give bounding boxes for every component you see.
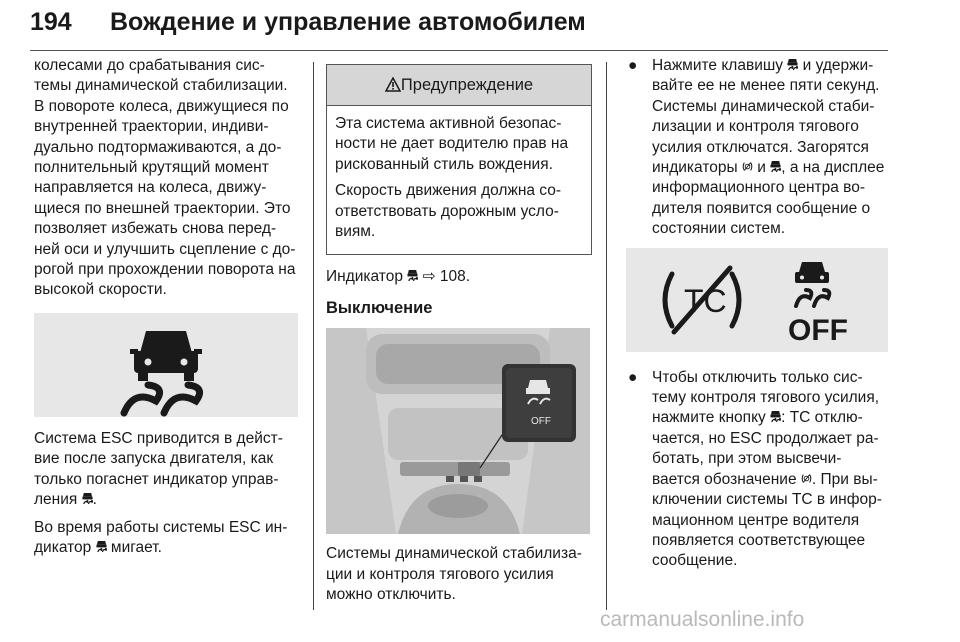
warning-box xyxy=(326,64,592,255)
list-item xyxy=(626,56,888,240)
punctuation: . xyxy=(92,491,97,509)
bullet-text: и удержи-вайте ее не менее пяти секунд. Системы динамической стаби-лизации и контроля тягового усилия отключатся. Загорятся индикаторы xyxy=(652,57,880,177)
bullet: ● xyxy=(628,57,638,74)
tc-off-icon xyxy=(742,160,753,173)
page-title: Вождение и управление автомобилем xyxy=(110,8,586,36)
warning-header xyxy=(327,65,591,106)
indicators-illustration xyxy=(626,248,888,352)
paragraph-esc-flashing: Во время работы системы ESC ин-дикатор xyxy=(34,518,288,556)
column-middle xyxy=(326,56,592,612)
esc-icon xyxy=(407,269,418,282)
list-item xyxy=(626,368,888,572)
column-divider xyxy=(606,62,607,610)
console-button-off-label: OFF xyxy=(531,416,551,428)
esc-car-skid-icon xyxy=(34,313,298,417)
center-console-illustration xyxy=(326,328,590,534)
page-ref-arrow-icon: ⇨ xyxy=(422,268,436,286)
column-right xyxy=(626,56,888,580)
warning-text: Скорость движения должна со-ответствовать дорожным усло-виям. xyxy=(335,182,562,241)
figure-caption: Системы динамической стабилиза-ции и контроля тягового усилия можно отключить. xyxy=(326,545,582,604)
column-divider xyxy=(313,62,314,610)
tc-indicator-label: TC xyxy=(684,282,727,319)
esc-icon xyxy=(770,410,781,423)
header-rule xyxy=(30,50,888,51)
console-photo xyxy=(326,328,590,534)
paragraph-esc-flashing-end: мигает. xyxy=(110,538,162,556)
bullet-text: : TC отклю-чается, но ESC продолжает ра-ботать, при этом высвечи-вается обозначение xyxy=(652,409,879,488)
page-header xyxy=(30,4,888,44)
esc-off-indicator-label: OFF xyxy=(788,313,848,347)
paragraph-esc-description: колесами до срабатывания сис-темы динамической стабилизации. В повороте колеса, движущиеся по внутренней траектории, индиви-дуально подтормаживаются, а до-полнительный крутящий момент направляется на колеса, движу-щиеся по внешней траектории. Это позволяет избежать снова перед-ней оси и улучшить сцепление с до-рогой при прохождении поворота на высокой скорости. xyxy=(34,57,296,299)
esc-icon xyxy=(96,540,107,553)
section-heading: Выключение xyxy=(326,298,433,317)
bullet-text: . При вы-ключении системы TC в инфор-мационном центре водителя появляется соответствующее сообщение. xyxy=(652,470,882,570)
tc-off-indicator-icon xyxy=(665,268,739,332)
bullet: ● xyxy=(628,368,638,386)
warning-triangle-icon xyxy=(385,77,401,92)
page-number: 194 xyxy=(30,8,72,36)
bullet-text: и xyxy=(757,159,766,177)
esc-indicator-illustration xyxy=(34,313,298,417)
bullet-text: Нажмите клавишу xyxy=(652,57,784,74)
watermark: carmanualsonline.info xyxy=(600,608,805,631)
indicator-label: Индикатор xyxy=(326,268,403,286)
esc-icon xyxy=(82,492,93,505)
paragraph-esc-activation: Система ESC приводится в дейст-вие после запуска двигателя, как только погаснет индикатор управ-ления xyxy=(34,429,283,509)
esc-off-icon xyxy=(770,160,781,173)
tc-off-icon xyxy=(801,472,812,485)
bullet-text: , а на дисплее информационного центра во-дителя появится сообщение о состоянии систем. xyxy=(652,159,885,238)
bullet-text: Чтобы отключить только сис-тему контроля тягового усилия, нажмите кнопку xyxy=(652,368,880,427)
column-left xyxy=(34,56,298,565)
esc-icon xyxy=(787,58,798,71)
warning-text: Эта система активной безопас-ности не дает водителю прав на рискованный стиль вождения. xyxy=(335,115,569,173)
indicator-page-ref[interactable]: 108. xyxy=(439,268,471,286)
esc-off-indicator-icon xyxy=(788,262,848,347)
warning-title: Предупреждение xyxy=(400,76,534,94)
